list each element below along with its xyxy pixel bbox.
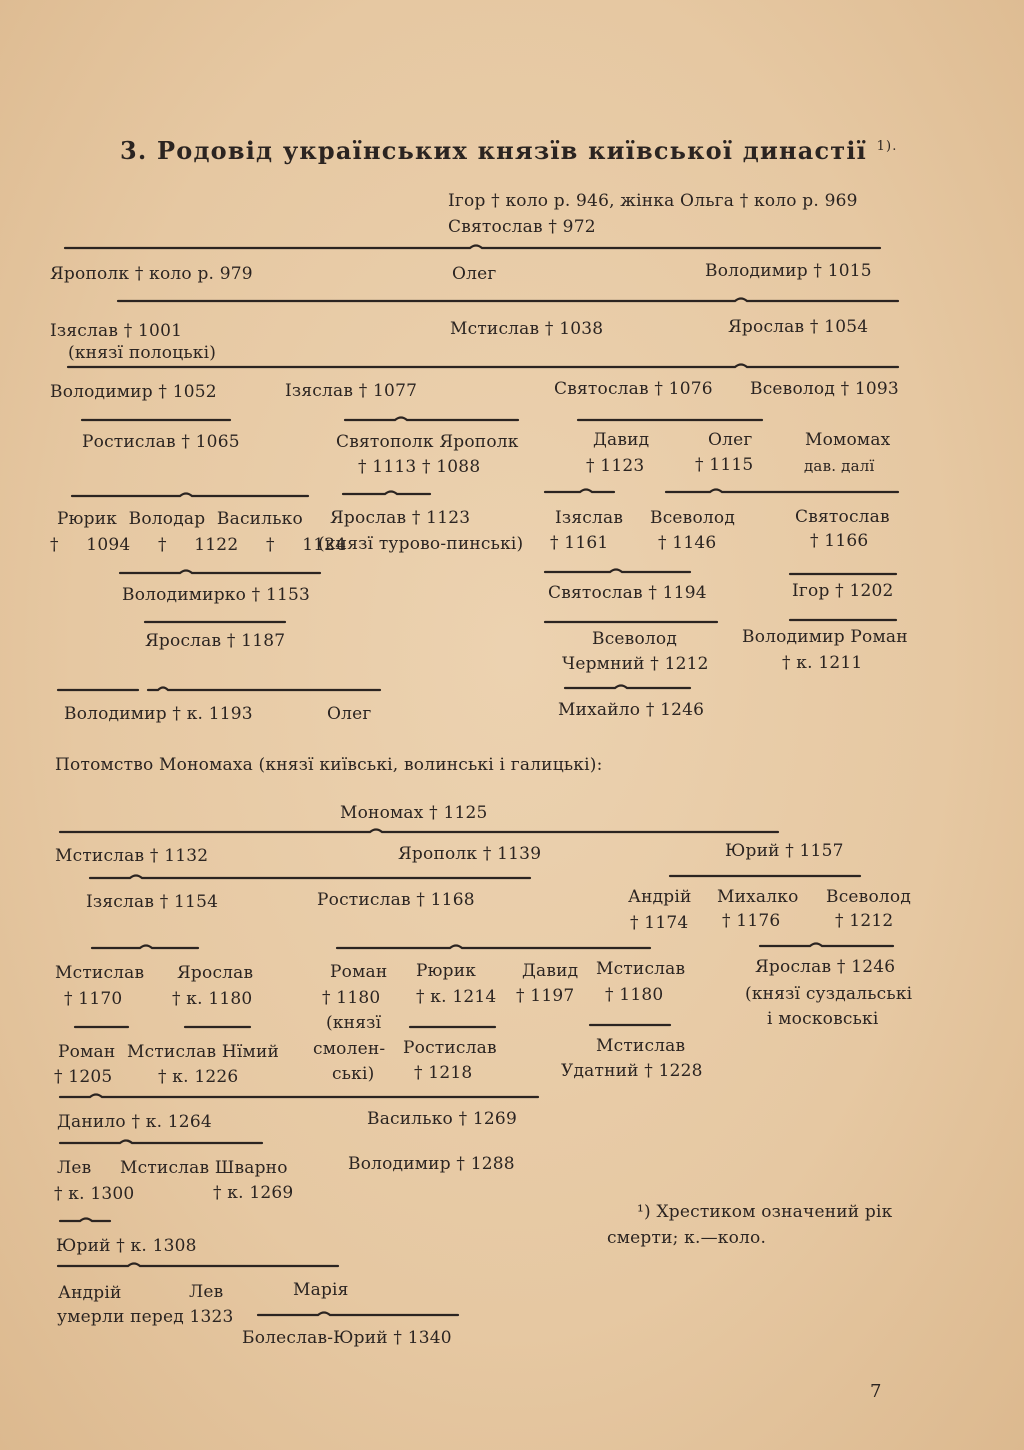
monomakh-1125: Мономах † 1125: [340, 803, 488, 823]
volodymyrko: Володимирко † 1153: [122, 585, 311, 605]
mstyslav: Мстислав † 1038: [450, 319, 604, 339]
ryuryk-1214-date: † к. 1214: [416, 987, 497, 1007]
roman-1180: Роман: [330, 962, 388, 982]
vasylko-1269: Василько † 1269: [367, 1109, 517, 1129]
iziaslav: Ізяслав † 1001: [50, 321, 183, 341]
sviatopolk-yaropolk-dates: † 1113 † 1088: [358, 457, 481, 477]
sviatoslav-1076: Святослав † 1076: [554, 379, 713, 399]
mstyslav-1170: Мстислав: [55, 963, 145, 983]
vsevolod-1093: Всеволод † 1093: [750, 379, 899, 399]
davyd-date: † 1123: [586, 456, 645, 476]
andrii: Андрій: [58, 1283, 122, 1303]
mstyslav-udatnyi-date: Удатний † 1228: [561, 1061, 703, 1081]
ryuryk-1214: Рюрик: [416, 961, 477, 981]
mariia: Марія: [293, 1280, 349, 1300]
davyd: Давид: [593, 430, 650, 450]
vsevolod-chermnyi-date: Чермний † 1212: [562, 654, 709, 674]
igor-olga: Ігор † коло р. 946, жінка Ольга † коло р. 969: [448, 191, 858, 211]
mstyslav-nimyi-date: † к. 1226: [158, 1067, 239, 1087]
danylo-1264: Данило † к. 1264: [57, 1112, 212, 1132]
mstyslav-shvarno: Мстислав Шварно: [120, 1158, 288, 1178]
vsevolod-1212: Всеволод: [826, 887, 911, 907]
volodymyr-1288: Володимир † 1288: [348, 1154, 515, 1174]
rostyslav-1168: Ростислав † 1168: [317, 890, 475, 910]
yaroslav: Ярослав † 1054: [728, 317, 869, 337]
mstyslav-1170-date: † 1170: [64, 989, 123, 1009]
iziaslav-1161: Ізяслав: [555, 508, 624, 528]
boleslav-yurii: Болеслав-Юрий † 1340: [242, 1328, 452, 1348]
sviatoslav-1166-date: † 1166: [810, 531, 869, 551]
volodymyr-1052: Володимир † 1052: [50, 382, 217, 402]
yaroslav-1187: Ярослав † 1187: [145, 631, 286, 651]
volodymyr-roman-date: † к. 1211: [782, 653, 863, 673]
turov-pinsk-princes: (князї турово-пинські): [318, 534, 524, 554]
iziaslav-1161-date: † 1161: [550, 533, 609, 553]
footnote-line-2: смерти; к.—коло.: [607, 1228, 767, 1248]
mstyslav-1132: Мстислав † 1132: [55, 846, 209, 866]
yaroslav-1180: Ярослав: [177, 963, 254, 983]
volodymyr-1193: Володимир † к. 1193: [64, 704, 253, 724]
vsevolod-1146-date: † 1146: [658, 533, 717, 553]
mstyslav-nimyi: Мстислав Нїмий: [127, 1042, 280, 1062]
oleg-1115-date: † 1115: [695, 455, 754, 475]
yaropolk-1139: Ярополк † 1139: [398, 844, 542, 864]
monomakh-heading: Потомство Мономаха (князї київські, волинські і галицькі):: [55, 755, 603, 775]
lev: Лев: [189, 1282, 224, 1302]
ryuryk-volodar-vasylko: Рюрик Володар Василько: [57, 509, 303, 529]
rostyslav-1065: Ростислав † 1065: [82, 432, 240, 452]
iziaslav-1077: Ізяслав † 1077: [285, 381, 418, 401]
vsevolod-1146: Всеволод: [650, 508, 735, 528]
lev-1300: Лев: [57, 1158, 92, 1178]
monomakh-ref: Момомах: [805, 430, 891, 450]
sviatoslav: Святослав † 972: [448, 217, 596, 237]
yaroslav-1246: Ярослав † 1246: [755, 957, 896, 977]
rostyslav-1218: Ростислав: [403, 1038, 497, 1058]
footnote-mark: 1).: [876, 139, 898, 154]
monomakh-see-below: дав. далї: [804, 457, 875, 475]
volodymyr: Володимир † 1015: [705, 261, 872, 281]
yaroslav-1180-date: † к. 1180: [172, 989, 253, 1009]
page-title: 3. Родовід українських князїв київської династії $^{1).}$: [120, 136, 898, 165]
yaropolk: Ярополк † коло р. 979: [50, 264, 253, 284]
vsevolod-chermnyi: Всеволод: [592, 629, 677, 649]
sviatoslav-1166: Святослав: [795, 507, 890, 527]
mykhalko: Михалко: [717, 887, 799, 907]
oleg-late: Олег: [327, 704, 372, 724]
roman-1205: Роман: [58, 1042, 116, 1062]
rostyslav-1218-date: † 1218: [414, 1063, 473, 1083]
roman-1180-date: † 1180: [322, 988, 381, 1008]
moscow-princes: і московські: [767, 1009, 879, 1029]
ryuryk-volodar-vasylko-dates: † 1094 † 1122 † 1124: [50, 535, 347, 555]
mykhailo-1246: Михайло † 1246: [558, 700, 705, 720]
mstyslav-1180: Мстислав: [596, 959, 686, 979]
oleg-1115: Олег: [708, 430, 753, 450]
yurii-1308: Юрий † к. 1308: [56, 1236, 197, 1256]
polotsk-princes: (князї полоцькі): [68, 343, 217, 363]
page-number: 7: [870, 1381, 882, 1402]
sviatopolk-yaropolk: Святополк Ярополк: [336, 432, 519, 452]
smolensk-note-3: ські): [332, 1064, 375, 1084]
died-before-1323: умерли перед 1323: [57, 1307, 234, 1327]
andrii-1174: Андрій: [628, 887, 692, 907]
lev-1300-date: † к. 1300: [54, 1184, 135, 1204]
suzdal-princes: (князї суздальські: [745, 984, 913, 1004]
yurii-1157: Юрий † 1157: [725, 841, 844, 861]
mstyslav-udatnyi: Мстислав: [596, 1036, 686, 1056]
footnote-line-1: ¹) Хрестиком означений рік: [637, 1202, 893, 1222]
igor-1202: Ігор † 1202: [792, 581, 894, 601]
oleg: Олег: [452, 264, 497, 284]
smolensk-note-2: смолен-: [313, 1039, 386, 1059]
smolensk-note-1: (князї: [326, 1013, 382, 1033]
shvarno-date: † к. 1269: [213, 1183, 294, 1203]
vsevolod-1212-date: † 1212: [835, 911, 894, 931]
andrii-1174-date: † 1174: [630, 913, 689, 933]
roman-1205-date: † 1205: [54, 1067, 113, 1087]
davyd-1197: Давид: [522, 961, 579, 981]
yaroslav-1123: Ярослав † 1123: [330, 508, 471, 528]
davyd-1197-date: † 1197: [516, 986, 575, 1006]
volodymyr-roman: Володимир Роман: [742, 627, 908, 647]
mstyslav-1180-date: † 1180: [605, 985, 664, 1005]
sviatoslav-1194: Святослав † 1194: [548, 583, 707, 603]
iziaslav-1154: Ізяслав † 1154: [86, 892, 219, 912]
mykhalko-date: † 1176: [722, 911, 781, 931]
